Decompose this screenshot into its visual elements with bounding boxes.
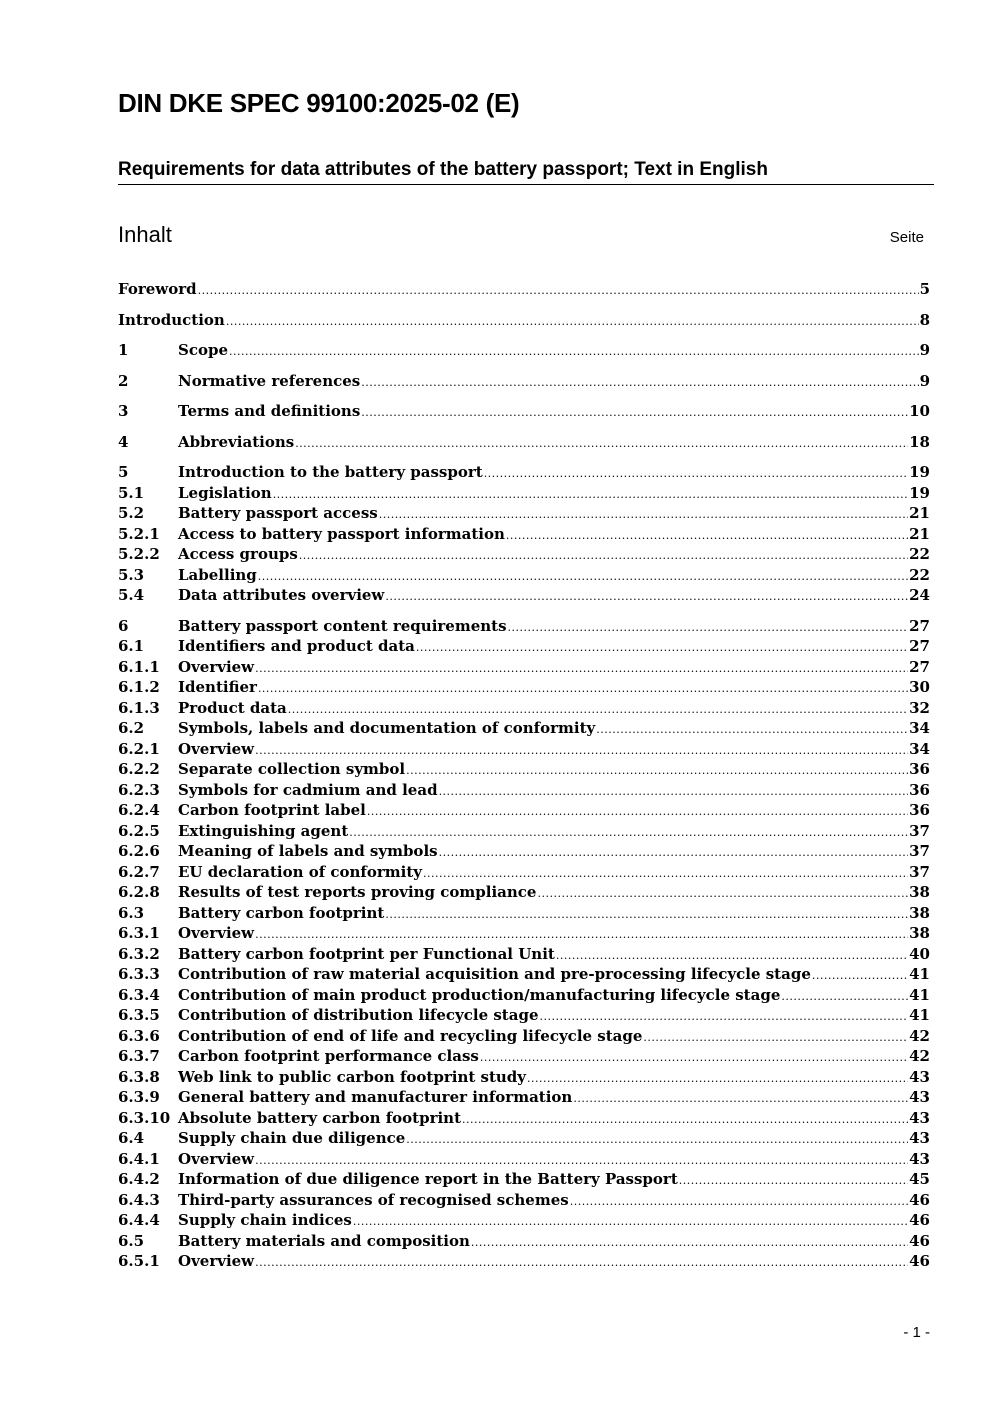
toc-entry[interactable] (118, 544, 930, 565)
toc-entry-page: 18 (909, 432, 930, 451)
toc-entry-title: Overview (178, 739, 255, 758)
toc-entry-number: 6.2.4 (118, 801, 160, 819)
toc-entry-page: 9 (919, 371, 930, 390)
document-subtitle: Requirements for data attributes of the battery passport; Text in English (118, 158, 934, 185)
toc-entry-number: 5.2.1 (118, 524, 160, 543)
toc-entry-title: EU declaration of conformity (178, 862, 422, 881)
toc-entry[interactable] (118, 882, 930, 903)
toc-entry[interactable] (118, 841, 930, 862)
toc-entry-number: 6.5.1 (118, 1252, 160, 1270)
toc-dot-leader (299, 546, 908, 567)
toc-entry-page: 34 (909, 719, 930, 737)
toc-dot-leader (229, 342, 919, 363)
toc-dot-leader (812, 966, 908, 987)
footer-page-number: - 1 - (903, 1324, 930, 1341)
toc-dot-leader (255, 1253, 908, 1274)
toc-dot-leader (471, 1233, 908, 1254)
toc-entry[interactable] (118, 1067, 930, 1088)
toc-entry[interactable] (118, 524, 930, 545)
toc-dot-leader (462, 1110, 908, 1131)
toc-dot-leader (508, 618, 909, 639)
toc-dot-leader (258, 679, 908, 700)
toc-dot-leader (596, 720, 908, 741)
toc-entry-page: 19 (909, 463, 930, 481)
toc-entry[interactable] (118, 462, 930, 483)
toc-entry-title: Scope (178, 341, 229, 359)
toc-entry-number: 6.3.3 (118, 965, 160, 983)
toc-heading: Inhalt (118, 222, 172, 247)
toc-dot-leader (570, 1192, 908, 1213)
toc-entry-title: Access groups (178, 545, 298, 563)
toc-entry-title: Extinguishing agent (178, 821, 349, 840)
toc-entry-title: Identifiers and product data (178, 637, 415, 655)
toc-entry-title: Access to battery passport information (178, 524, 505, 543)
toc-dot-leader (416, 638, 908, 659)
toc-entry-title: Absolute battery carbon footprint (178, 1108, 462, 1127)
toc-dot-leader (226, 312, 919, 333)
toc-dot-leader (361, 403, 908, 424)
toc-entry[interactable] (118, 310, 930, 331)
toc-entry-page: 41 (909, 1006, 930, 1024)
toc-entry-number: 6.2.2 (118, 760, 160, 778)
toc-entry-number: 6.2.1 (118, 739, 160, 758)
toc-entry-number: 6.3.5 (118, 1006, 160, 1024)
toc-entry-title: Data attributes overview (178, 586, 385, 604)
toc-entry[interactable] (118, 780, 930, 801)
toc-entry-title: General battery and manufacturer information (178, 1088, 573, 1106)
toc-entry-page: 30 (909, 678, 930, 696)
toc-entry-page: 24 (909, 586, 930, 604)
toc-entry-title: Contribution of end of life and recycling lifecycle stage (178, 1026, 643, 1045)
toc-entry-page: 43 (909, 1088, 930, 1106)
toc-entry-title: Contribution of distribution lifecycle stage (178, 1006, 539, 1024)
toc-dot-leader (255, 659, 908, 680)
toc-entry-title: Separate collection symbol (178, 760, 406, 778)
toc-entry-page: 43 (909, 1129, 930, 1147)
toc-dot-leader (288, 700, 908, 721)
toc-entry-title: Overview (178, 657, 255, 676)
toc-dot-leader (540, 1007, 909, 1028)
toc-entry[interactable] (118, 1231, 930, 1252)
toc-entry[interactable] (118, 698, 930, 719)
toc-dot-leader (484, 464, 908, 485)
toc-entry[interactable] (118, 759, 930, 780)
toc-entry-page: 9 (919, 341, 930, 359)
toc-entry[interactable] (118, 739, 930, 760)
toc-entry-number: 5.3 (118, 565, 145, 584)
toc-entry[interactable] (118, 657, 930, 678)
toc-entry[interactable] (118, 371, 930, 392)
toc-entry-page: 41 (909, 965, 930, 983)
toc-entry-number: 6.3.6 (118, 1026, 160, 1045)
toc-entry-page: 27 (909, 637, 930, 655)
toc-entry-title: Contribution of raw material acquisition and pre-processing lifecycle stage (178, 965, 811, 983)
toc-dot-leader (537, 884, 908, 905)
toc-entry-number: 6.3.7 (118, 1047, 160, 1065)
toc-dot-leader (295, 434, 908, 455)
toc-entry-number: 6.4.2 (118, 1170, 160, 1188)
toc-entry-page: 40 (909, 944, 930, 963)
toc-entry-number: 6.1 (118, 637, 145, 655)
toc-entry-page: 32 (909, 698, 930, 717)
toc-entry-number: 1 (118, 341, 129, 359)
toc-dot-leader (643, 1028, 908, 1049)
toc-entry-page: 21 (909, 524, 930, 543)
toc-entry-page: 37 (909, 862, 930, 881)
toc-entry[interactable] (118, 985, 930, 1006)
toc-entry-page: 46 (909, 1231, 930, 1250)
toc-dot-leader (258, 567, 908, 588)
toc-entry-number: 6.3.4 (118, 985, 160, 1004)
toc-entry-number: 5 (118, 463, 129, 481)
toc-entry-title: Carbon footprint performance class (178, 1047, 479, 1065)
toc-entry-title: Meaning of labels and symbols (178, 842, 438, 860)
toc-entry-page: 43 (909, 1067, 930, 1086)
toc-entry-title: Product data (178, 698, 287, 717)
toc-entry[interactable] (118, 616, 930, 637)
toc-entry-page: 38 (909, 903, 930, 922)
toc-dot-leader (556, 946, 908, 967)
page-column-label: Seite (889, 229, 924, 246)
toc-dot-leader (353, 1212, 908, 1233)
toc-entry-title: Results of test reports proving compliance (178, 883, 537, 901)
toc-entry-page: 38 (909, 883, 930, 901)
toc-dot-leader (573, 1089, 908, 1110)
toc-dot-leader (349, 823, 908, 844)
toc-entry-number: 6 (118, 616, 129, 635)
toc-entry[interactable] (118, 1210, 930, 1231)
toc-entry-number: 6.2.3 (118, 780, 160, 799)
toc-entry[interactable] (118, 1108, 930, 1129)
toc-entry[interactable] (118, 565, 930, 586)
toc-entry-number: 6.1.1 (118, 657, 160, 676)
toc-entry-number: 6.1.2 (118, 678, 160, 696)
toc-entry[interactable] (118, 800, 930, 821)
toc-entry-number: 6.2.6 (118, 842, 160, 860)
toc-entry[interactable] (118, 1190, 930, 1211)
toc-dot-leader (198, 281, 919, 302)
toc-entry-title: Battery passport access (178, 504, 378, 522)
toc-entry-title: Introduction to the battery passport (178, 463, 483, 481)
toc-entry-title: Battery carbon footprint per Functional Unit (178, 944, 555, 963)
toc-entry-title: Overview (178, 924, 255, 942)
toc-entry-page: 21 (909, 504, 930, 522)
toc-dot-leader (527, 1069, 908, 1090)
toc-dot-leader (781, 987, 908, 1008)
toc-entry-page: 34 (909, 739, 930, 758)
toc-entry[interactable] (118, 432, 930, 453)
toc-entry-title: Foreword (118, 280, 197, 298)
toc-entry-number: 6.2.7 (118, 862, 160, 881)
toc-entry-number: 6.3.8 (118, 1067, 160, 1086)
toc-dot-leader (255, 925, 908, 946)
toc-entry-number: 6.4.3 (118, 1190, 160, 1209)
toc-entry-number: 6.2 (118, 719, 145, 737)
toc-entry-page: 27 (909, 616, 930, 635)
toc-entry-page: 22 (909, 545, 930, 563)
toc-dot-leader (273, 485, 908, 506)
toc-entry-number: 3 (118, 402, 129, 420)
toc-entry[interactable] (118, 944, 930, 965)
toc-entry-page: 42 (909, 1026, 930, 1045)
toc-entry[interactable] (118, 279, 930, 300)
toc-entry-page: 37 (909, 821, 930, 840)
toc-entry-page: 42 (909, 1047, 930, 1065)
toc-entry-number: 6.1.3 (118, 698, 160, 717)
toc-entry-page: 46 (909, 1252, 930, 1270)
toc-entry[interactable] (118, 1026, 930, 1047)
toc-entry[interactable] (118, 718, 930, 739)
toc-entry-title: Legislation (178, 483, 272, 502)
toc-entry-title: Battery passport content requirements (178, 616, 507, 635)
toc-entry-page: 41 (909, 985, 930, 1004)
toc-entry[interactable] (118, 821, 930, 842)
toc-dot-leader (423, 864, 908, 885)
toc-entry-page: 46 (909, 1190, 930, 1209)
toc-entry-number: 6.3 (118, 903, 145, 922)
toc-entry[interactable] (118, 964, 930, 985)
toc-entry-page: 10 (909, 402, 930, 420)
toc-entry[interactable] (118, 1169, 930, 1190)
toc-dot-leader (506, 526, 908, 547)
toc-entry-title: Overview (178, 1149, 255, 1168)
toc-entry-title: Abbreviations (178, 432, 295, 451)
toc-entry[interactable] (118, 1128, 930, 1149)
toc-entry-title: Symbols, labels and documentation of conformity (178, 719, 596, 737)
toc-dot-leader (361, 373, 918, 394)
toc-entry-title: Symbols for cadmium and lead (178, 780, 438, 799)
table-of-contents (118, 279, 930, 1272)
toc-entry-page: 38 (909, 924, 930, 942)
toc-entry[interactable] (118, 585, 930, 606)
toc-entry-number: 6.3.9 (118, 1088, 160, 1106)
toc-entry-title: Carbon footprint label (178, 801, 366, 819)
toc-entry-title: Normative references (178, 371, 361, 390)
toc-entry-title: Introduction (118, 310, 225, 329)
toc-entry-page: 43 (909, 1108, 930, 1127)
toc-entry-title: Terms and definitions (178, 402, 361, 420)
toc-entry-page: 45 (909, 1170, 930, 1188)
toc-entry[interactable] (118, 903, 930, 924)
toc-entry-number: 6.3.2 (118, 944, 160, 963)
toc-entry[interactable] (118, 923, 930, 944)
toc-entry-number: 5.1 (118, 483, 145, 502)
toc-entry[interactable] (118, 1087, 930, 1108)
toc-entry-title: Web link to public carbon footprint study (178, 1067, 526, 1086)
toc-entry-number: 6.3.10 (118, 1108, 171, 1127)
toc-entry-number: 6.4 (118, 1129, 145, 1147)
toc-entry-page: 46 (909, 1211, 930, 1229)
toc-dot-leader (406, 761, 908, 782)
toc-entry-page: 22 (909, 565, 930, 584)
toc-entry-page: 19 (909, 483, 930, 502)
document-title: DIN DKE SPEC 99100:2025-02 (E) (118, 88, 520, 118)
toc-entry[interactable] (118, 1046, 930, 1067)
toc-entry-number: 6.2.5 (118, 821, 160, 840)
toc-dot-leader (439, 782, 909, 803)
toc-dot-leader (679, 1171, 908, 1192)
toc-dot-leader (255, 741, 908, 762)
toc-entry[interactable] (118, 636, 930, 657)
toc-entry-number: 6.4.4 (118, 1211, 160, 1229)
toc-entry-title: Contribution of main product production/manufacturing lifecycle stage (178, 985, 781, 1004)
toc-entry-number: 6.3.1 (118, 924, 160, 942)
toc-entry-page: 5 (919, 280, 930, 298)
toc-entry-title: Labelling (178, 565, 257, 584)
toc-entry[interactable] (118, 401, 930, 422)
toc-entry-title: Supply chain indices (178, 1211, 352, 1229)
toc-dot-leader (406, 1130, 908, 1151)
toc-dot-leader (480, 1048, 908, 1069)
toc-entry-number: 4 (118, 432, 129, 451)
toc-entry-title: Third-party assurances of recognised schemes (178, 1190, 569, 1209)
toc-entry[interactable] (118, 1251, 930, 1272)
toc-entry[interactable] (118, 483, 930, 504)
toc-entry-number: 2 (118, 371, 129, 390)
toc-entry-page: 36 (909, 780, 930, 799)
toc-entry[interactable] (118, 862, 930, 883)
toc-entry-title: Battery carbon footprint (178, 903, 385, 922)
toc-entry-number: 5.4 (118, 586, 145, 604)
toc-entry-number: 5.2 (118, 504, 145, 522)
toc-entry-page: 8 (919, 310, 930, 329)
toc-entry[interactable] (118, 1005, 930, 1026)
toc-dot-leader (385, 587, 908, 608)
toc-entry[interactable] (118, 677, 930, 698)
toc-entry-number: 5.2.2 (118, 545, 160, 563)
toc-entry-page: 27 (909, 657, 930, 676)
toc-entry-number: 6.5 (118, 1231, 145, 1250)
toc-dot-leader (255, 1151, 908, 1172)
toc-entry-page: 36 (909, 801, 930, 819)
toc-dot-leader (385, 905, 908, 926)
toc-entry[interactable] (118, 1149, 930, 1170)
toc-entry[interactable] (118, 340, 930, 361)
toc-dot-leader (439, 843, 909, 864)
toc-entry-title: Overview (178, 1252, 255, 1270)
toc-entry-page: 43 (909, 1149, 930, 1168)
toc-entry-number: 6.2.8 (118, 883, 160, 901)
toc-entry[interactable] (118, 503, 930, 524)
toc-entry-title: Identifier (178, 678, 257, 696)
toc-entry-title: Supply chain due diligence (178, 1129, 406, 1147)
toc-entry-number: 6.4.1 (118, 1149, 160, 1168)
toc-entry-title: Battery materials and composition (178, 1231, 470, 1250)
toc-dot-leader (379, 505, 908, 526)
toc-entry-page: 36 (909, 760, 930, 778)
toc-entry-page: 37 (909, 842, 930, 860)
toc-entry-title: Information of due diligence report in the Battery Passport (178, 1170, 678, 1188)
toc-dot-leader (367, 802, 908, 823)
